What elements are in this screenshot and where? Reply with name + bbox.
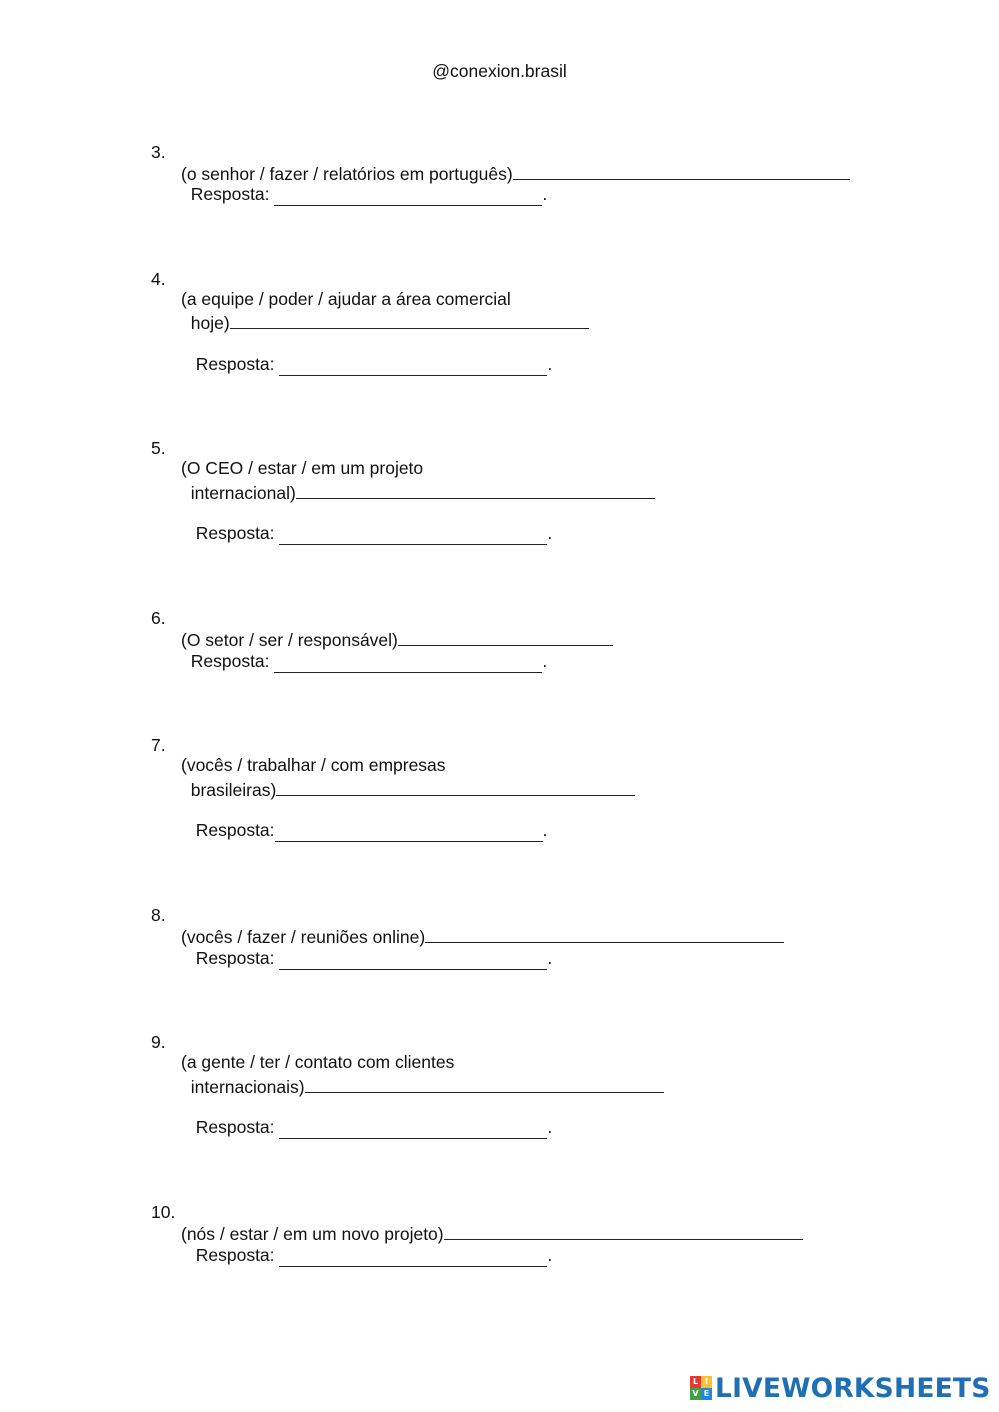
question-number: 6. — [151, 608, 166, 628]
page-header-handle: @conexion.brasil — [432, 61, 567, 81]
question-7-answer-input[interactable] — [275, 824, 543, 842]
question-4-blank — [230, 311, 589, 329]
answer-label: Resposta: — [190, 651, 270, 671]
question-3-answer-input[interactable] — [274, 188, 542, 206]
question-8-answer-row — [186, 928, 553, 968]
question-5-answer-input[interactable] — [279, 527, 547, 545]
question-text-line: (O CEO / estar / em um projeto — [181, 458, 424, 478]
question-number: 4. — [151, 269, 166, 289]
answer-label: Resposta: — [190, 184, 270, 204]
question-7-prompt — [0, 715, 446, 775]
logo-icon-letter: L — [690, 1376, 701, 1388]
question-6-answer-row — [181, 631, 548, 671]
question-text-line: (vocês / trabalhar / com empresas — [181, 755, 446, 775]
question-text-line: internacionais) — [190, 1077, 305, 1097]
question-10-prompt — [0, 1182, 444, 1244]
question-number: 7. — [151, 735, 166, 755]
question-5-prompt — [0, 418, 424, 478]
question-5-prompt-cont — [181, 461, 655, 503]
question-3-blank — [513, 162, 850, 180]
answer-period: . — [542, 820, 548, 840]
question-text-line: (a gente / ter / contato com clientes — [181, 1052, 455, 1072]
question-text-line: hoje) — [190, 313, 230, 333]
answer-label: Resposta: — [195, 1245, 275, 1265]
answer-label: Resposta: — [195, 820, 275, 840]
question-7-prompt-cont — [181, 758, 635, 800]
question-8-prompt — [0, 885, 426, 947]
answer-period: . — [547, 1117, 553, 1137]
question-text-line: (nós / estar / em um novo projeto) — [181, 1224, 444, 1244]
question-6-prompt — [0, 588, 398, 650]
question-10-answer-input[interactable] — [279, 1249, 547, 1267]
question-7-answer-row — [186, 800, 548, 840]
question-4-answer-row — [186, 334, 553, 374]
liveworksheets-logo-icon — [690, 1376, 712, 1400]
question-9-prompt-cont — [181, 1055, 664, 1097]
question-text-line: (o senhor / fazer / relatórios em português) — [181, 164, 513, 184]
question-number: 9. — [151, 1032, 166, 1052]
answer-period: . — [542, 184, 548, 204]
question-4-answer-input[interactable] — [279, 358, 547, 376]
logo-icon-letter: V — [690, 1388, 701, 1400]
question-text-line: (O setor / ser / responsável) — [181, 630, 398, 650]
question-3-answer-row — [181, 164, 548, 204]
answer-label: Resposta: — [195, 948, 275, 968]
logo-icon-letter: E — [701, 1388, 712, 1400]
answer-period: . — [547, 354, 553, 374]
question-10-answer-row — [186, 1225, 553, 1265]
question-text-line: (a equipe / poder / ajudar a área comercial — [181, 289, 511, 309]
question-5-blank — [296, 481, 655, 499]
question-text-line: brasileiras) — [190, 780, 277, 800]
logo-icon-letter: I — [701, 1376, 712, 1388]
question-text-line: internacional) — [190, 483, 296, 503]
answer-label: Resposta: — [195, 1117, 275, 1137]
answer-label: Resposta: — [195, 523, 275, 543]
question-text-line: (vocês / fazer / reuniões online) — [181, 927, 426, 947]
question-4-prompt — [0, 249, 511, 309]
answer-period: . — [547, 948, 553, 968]
question-7-blank — [276, 778, 635, 796]
question-8-answer-input[interactable] — [279, 952, 547, 970]
question-number: 5. — [151, 438, 166, 458]
question-number: 10. — [151, 1202, 176, 1222]
question-number: 3. — [151, 142, 166, 162]
answer-period: . — [547, 1245, 553, 1265]
question-6-answer-input[interactable] — [274, 655, 542, 673]
answer-period: . — [542, 651, 548, 671]
question-9-answer-row — [186, 1097, 553, 1137]
logo-text: LIVEWORKSHEETS — [715, 1372, 991, 1404]
liveworksheets-logo[interactable] — [690, 1373, 991, 1403]
question-number: 8. — [151, 905, 166, 925]
question-4-prompt-cont — [181, 291, 589, 333]
question-9-blank — [305, 1075, 664, 1093]
question-9-answer-input[interactable] — [279, 1121, 547, 1139]
answer-label: Resposta: — [195, 354, 275, 374]
question-3-prompt — [0, 122, 513, 184]
question-9-prompt — [0, 1012, 455, 1072]
question-5-answer-row — [186, 503, 553, 543]
answer-period: . — [547, 523, 553, 543]
